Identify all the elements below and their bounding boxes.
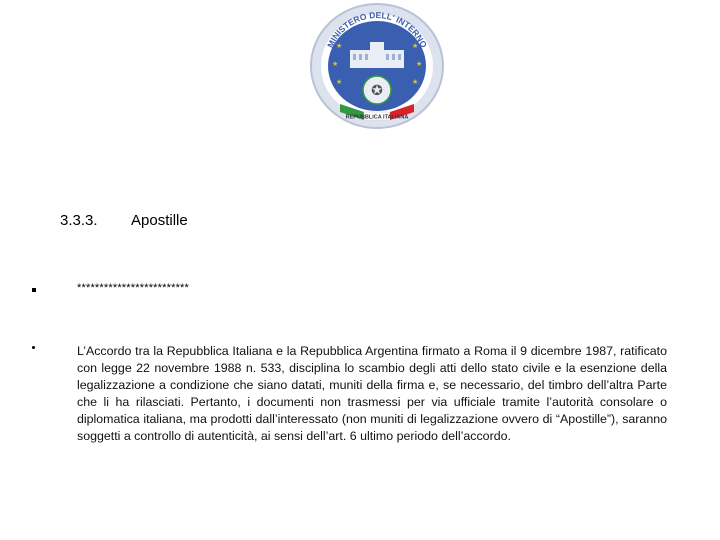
svg-text:★: ★ <box>336 78 343 86</box>
agreement-paragraph: L’Accordo tra la Repubblica Italiana e la Repubblica Argentina firmato a Roma il 9 dicembre 1987, ratificato con legge 22 novembre 1988 n. 533, disciplina lo scambio degli atti dello stato civile e la esenzione della legalizzazione a condizione che siano datati, muniti della firma e, se necessario, del timbro dell’altra Parte che li ha rilasciati. Pertanto, i documenti non trasmessi per via ufficiale tramite l’autorità consolare o diplomatica italiana, ma prodotti dall’interessato (non muniti di legalizzazione ovvero di “Apostille”), saranno soggetti a controllo di autenticità, ai sensi dell’art. 6 ultimo periodo dell’accordo. <box>77 344 667 443</box>
redacted-placeholder-text: ************************* <box>77 282 190 294</box>
section-title: Apostille <box>131 212 188 229</box>
svg-text:★: ★ <box>336 42 343 50</box>
svg-text:★: ★ <box>332 60 339 68</box>
svg-text:★: ★ <box>412 78 419 86</box>
bullet-marker-dot <box>32 346 35 349</box>
svg-text:★: ★ <box>416 60 423 68</box>
logo-banner-text: REPUBBLICA ITALIANA <box>345 114 409 121</box>
svg-text:★: ★ <box>412 42 419 50</box>
logo-arc-text: MINISTERO DELL' INTERNO <box>324 9 430 50</box>
section-number: 3.3.3. <box>60 212 98 229</box>
ministry-logo <box>302 0 452 132</box>
ministry-emblem-icon <box>302 0 452 132</box>
bullet-marker-square <box>32 288 36 292</box>
svg-text:✪: ✪ <box>371 83 383 99</box>
